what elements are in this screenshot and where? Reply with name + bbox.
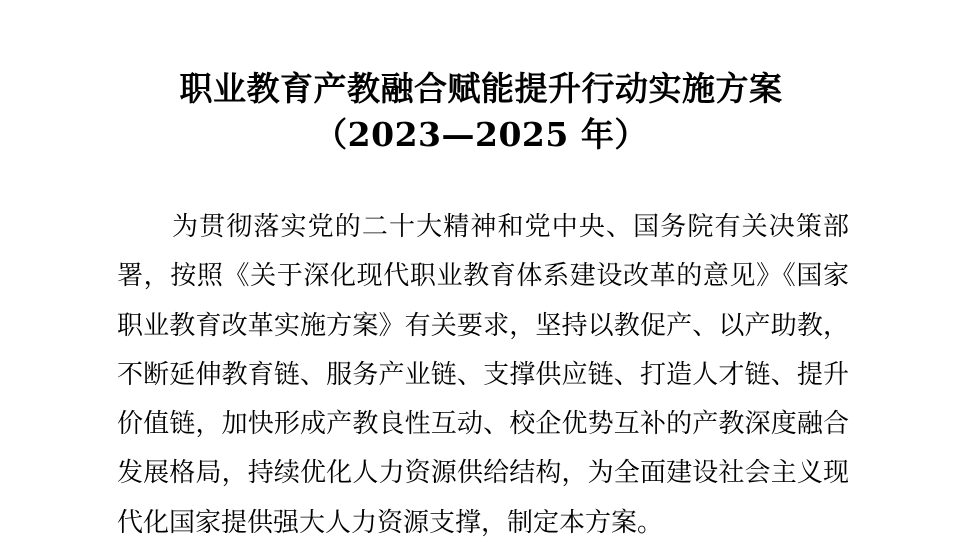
paragraph-line: 价值链，加快形成产教良性互动、校企优势互补的产教深度融合 xyxy=(117,409,849,440)
document-title-line2: （2023—2025 年） xyxy=(314,115,648,154)
document-paragraph xyxy=(117,203,849,548)
paragraph-line: 发展格局，持续优化人力资源供给结构，为全面建设社会主义现 xyxy=(117,458,849,489)
paragraph-line: 署，按照《关于深化现代职业教育体系建设改革的意见》《国家 xyxy=(117,261,849,292)
paragraph-line: 为贯彻落实党的二十大精神和党中央、国务院有关决策部 xyxy=(172,212,849,242)
paragraph-line: 代化国家提供强大人力资源支撑，制定本方案。 xyxy=(117,507,664,538)
paragraph-line: 不断延伸教育链、服务产业链、支撑供应链、打造人才链、提升 xyxy=(117,359,849,390)
document-title xyxy=(0,66,962,158)
paragraph-line: 职业教育改革实施方案》有关要求，坚持以教促产、以产助教， xyxy=(117,310,849,341)
document-title-line1: 职业教育产教融合赋能提升行动实施方案 xyxy=(179,69,783,108)
